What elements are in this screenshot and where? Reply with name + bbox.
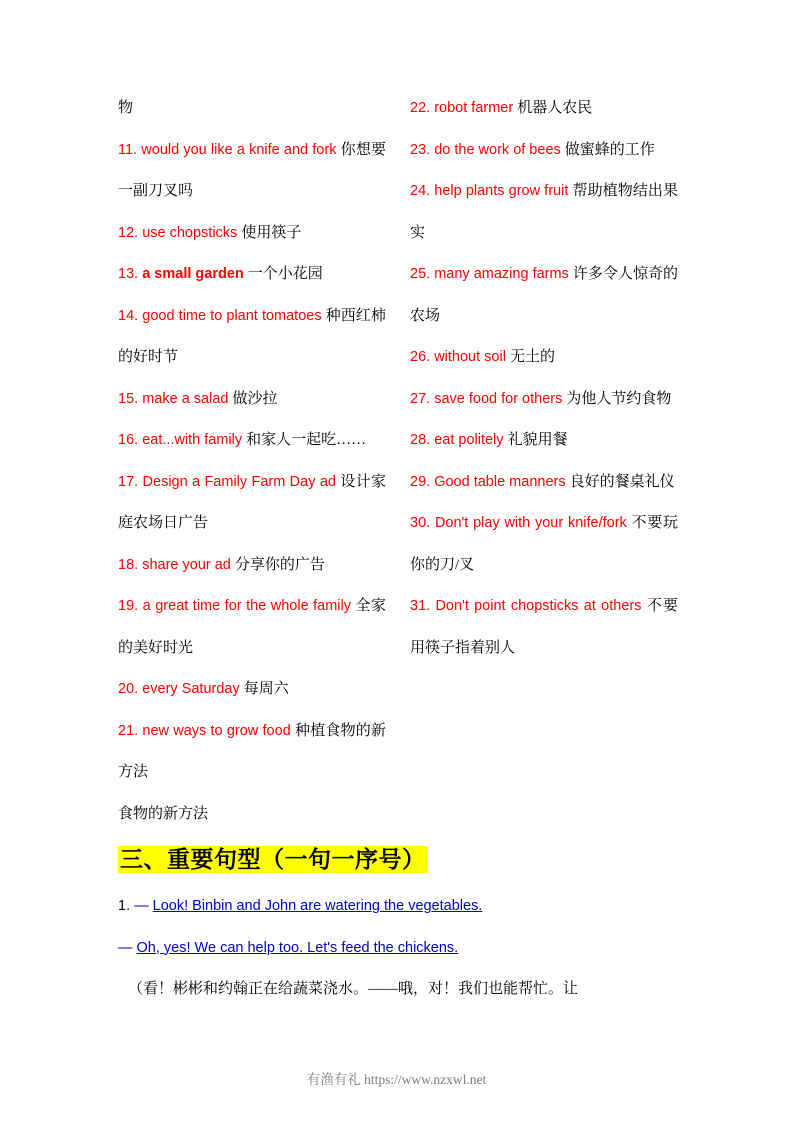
section-heading-text: 三、重要句型（一句一序号） <box>120 847 426 872</box>
vocab-entry <box>118 379 386 421</box>
vocab-entry <box>118 254 386 296</box>
vocab-entry <box>118 462 386 545</box>
sentence-english-2: Oh, yes! We can help too. Let's feed the chickens. <box>136 939 459 956</box>
entry-number: 18. <box>118 556 139 573</box>
sentence-dash: — <box>134 898 149 914</box>
entry-number: 16. <box>118 432 139 448</box>
vocab-entry <box>410 586 678 669</box>
sentence-english-1: Look! Binbin and John are watering the vegetables. <box>152 898 483 914</box>
page-footer: 有渔有礼 https://www.nzxwl.net <box>306 1072 487 1087</box>
entry-number: 13. <box>118 266 139 282</box>
entry-chinese: 许多令人惊奇的农场 <box>410 266 678 324</box>
vocab-entry <box>410 130 678 172</box>
entry-number: 23. <box>410 141 431 158</box>
entry-number: 12. <box>118 224 139 241</box>
entry-chinese: 种植食物的新方法 <box>118 722 386 780</box>
entry-english: Don't play with your knife/fork <box>434 515 627 531</box>
entry-english: save food for others <box>434 390 563 407</box>
entry-chinese: 无土的 <box>509 349 555 365</box>
entry-english: do the work of bees <box>434 141 561 158</box>
right-column <box>410 88 678 669</box>
entry-number: 24. <box>410 183 431 199</box>
sentence-pattern-block <box>118 886 675 1011</box>
entry-number: 11. <box>118 141 138 158</box>
entry-number: 28. <box>410 432 431 448</box>
vocab-entry <box>118 420 386 462</box>
entry-chinese: 全家的美好时光 <box>118 598 386 656</box>
entry-chinese: 机器人农民 <box>517 100 593 116</box>
entry-number: 21. <box>118 722 139 739</box>
vocab-entry <box>410 503 678 586</box>
entry-chinese: 设计家庭农场日广告 <box>118 473 386 531</box>
entry-chinese: 种西红柿的好时节 <box>118 307 386 365</box>
entry-english: a great time for the whole family <box>142 598 352 614</box>
entry-english: a small garden <box>142 266 244 282</box>
vocab-entry <box>118 711 386 794</box>
wrapped-chinese-tail: 食物的新方法 <box>118 805 209 822</box>
vocab-entry <box>410 379 678 421</box>
entry-english: would you like a knife and fork <box>141 141 337 158</box>
entry-english: robot farmer <box>434 100 514 116</box>
entry-number: 25. <box>410 266 431 282</box>
entry-chinese: 一个小花园 <box>247 266 323 282</box>
entry-number: 29. <box>410 473 431 490</box>
entry-chinese: 不要玩你的刀/叉 <box>410 515 679 573</box>
entry-chinese: 分享你的广告 <box>234 556 325 573</box>
entry-chinese: 不要用筷子指着别人 <box>410 598 678 656</box>
sentence-number: 1. <box>118 898 131 914</box>
entry-chinese: 你想要一副刀叉吗 <box>118 141 386 199</box>
entry-chinese: 使用筷子 <box>241 224 302 241</box>
vocab-entry <box>118 213 386 255</box>
vocab-entry <box>118 130 386 213</box>
vocab-entry <box>410 88 678 130</box>
two-column-layout <box>118 88 679 794</box>
entry-chinese: 帮助植物结出果实 <box>410 183 679 241</box>
orphan-character: 物 <box>118 100 134 116</box>
entry-english: good time to plant tomatoes <box>142 307 322 324</box>
vocab-entry <box>410 462 678 504</box>
entry-english: use chopsticks <box>142 224 238 241</box>
entry-english: Don't point chopsticks at others <box>435 598 642 614</box>
entry-english: help plants grow fruit <box>434 183 569 199</box>
entry-english: eat politely <box>434 432 504 448</box>
entry-chinese: 礼貌用餐 <box>507 432 568 448</box>
entry-number: 17. <box>118 473 139 490</box>
vocab-entry <box>118 296 386 379</box>
vocab-entry <box>410 171 678 254</box>
entry-number: 15. <box>118 390 139 407</box>
entry-number: 27. <box>410 390 431 407</box>
entry-number: 22. <box>410 100 431 116</box>
sentence-line-2 <box>118 928 675 970</box>
entry-english: share your ad <box>142 556 231 573</box>
entry-english: new ways to grow food <box>142 722 291 739</box>
entry-english: Design a Family Farm Day ad <box>142 473 336 490</box>
entry-chinese: 良好的餐桌礼仪 <box>569 473 675 490</box>
entry-number: 14. <box>118 307 139 324</box>
section-heading <box>118 841 675 874</box>
entry-chinese: 每周六 <box>243 681 289 697</box>
entry-number: 26. <box>410 349 431 365</box>
entry-english: every Saturday <box>142 681 240 697</box>
entry-chinese: 为他人节约食物 <box>566 390 672 407</box>
entry-english: many amazing farms <box>434 266 569 282</box>
entry-number: 20. <box>118 681 139 697</box>
vocab-entry <box>118 545 386 587</box>
vocab-entry <box>410 420 678 462</box>
entry-number: 30. <box>410 515 431 531</box>
sentence-translation: （看！彬彬和约翰正在给蔬菜浇水。——哦，对！我们也能帮忙。让 <box>128 981 579 997</box>
entry-english: without soil <box>434 349 506 365</box>
vocab-entry <box>410 254 678 337</box>
vocab-entry <box>410 337 678 379</box>
entry-chinese: 和家人一起吃…… <box>246 432 367 448</box>
entry-chinese: 做蜜蜂的工作 <box>564 141 655 158</box>
sentence-line-1 <box>118 886 675 928</box>
entry-english: Good table manners <box>434 473 566 490</box>
vocab-entry <box>118 586 386 669</box>
entry-number: 19. <box>118 598 139 614</box>
left-column <box>118 88 386 794</box>
entry-number: 31. <box>410 598 431 614</box>
entry-english: make a salad <box>142 390 229 407</box>
vocab-entry <box>118 669 386 711</box>
sentence-dash: — <box>118 939 133 956</box>
entry-english: eat...with family <box>142 432 243 448</box>
entry-chinese: 做沙拉 <box>232 390 278 407</box>
